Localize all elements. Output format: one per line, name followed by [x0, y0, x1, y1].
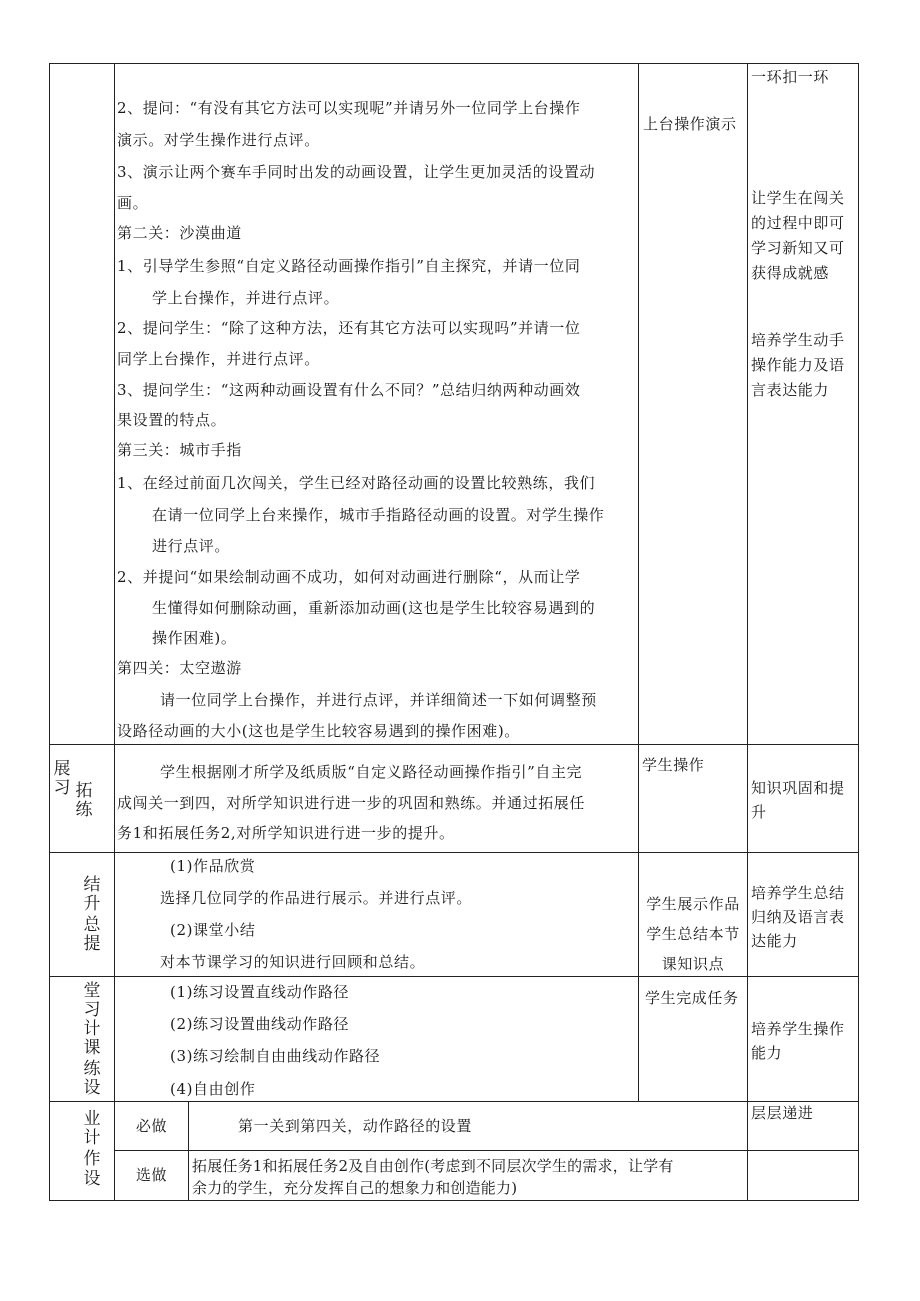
content-line: 操作困难)。	[152, 629, 237, 647]
row4-student-activity: 学生完成任务	[645, 989, 739, 1007]
content-line: 在请一位同学上台来操作，城市手指路径动画的设置。对学生操作	[152, 506, 605, 524]
intent-line: 培养学生操作	[751, 1020, 845, 1038]
content-line: (3)练习绘制自由曲线动作路径	[170, 1047, 381, 1065]
content-line: 务1和拓展任务2,对所学知识进行进一步的提升。	[117, 824, 455, 842]
row4-label-a: 堂习	[83, 981, 101, 1020]
content-line: 选择几位同学的作品进行展示。并进行点评。	[160, 889, 473, 907]
rule-r3	[49, 976, 859, 977]
intent-line: 操作能力及语	[751, 356, 845, 374]
content-line: (4)自由创作	[170, 1080, 256, 1098]
content-line: (2)课堂小结	[170, 921, 256, 939]
content-line: 2、提问：“有没有其它方法可以实现呢”并请另外一位同学上台操作	[117, 99, 581, 117]
content-line: 生懂得如何删除动画，重新添加动画(这也是学生比较容易遇到的	[152, 599, 596, 617]
content-line: 对本节课学习的知识进行回顾和总结。	[160, 953, 426, 971]
row5-label-c: 作	[83, 1149, 101, 1169]
rule-col2	[638, 63, 639, 1101]
row5-label-b: 计	[83, 1128, 101, 1148]
rule-r5	[114, 1150, 859, 1151]
content-line: 1、在经过前面几次闯关，学生已经对路径动画的设置比较熟练，我们	[117, 474, 596, 492]
rule-sub	[188, 1101, 189, 1201]
intent-line: 知识巩固和提	[751, 779, 845, 797]
rule-bottom	[49, 1200, 859, 1201]
student-line: 课知识点	[661, 955, 725, 973]
content-line: 果设置的特点。	[117, 411, 227, 429]
content-line: 3、提问学生：“这两种动画设置有什么不同？”总结归纳两种动画效	[117, 381, 581, 399]
intent-line: 获得成就感	[751, 264, 830, 282]
intent-line: 一环扣一环	[751, 68, 830, 86]
rule-r4	[49, 1101, 859, 1102]
required-label: 必做	[135, 1117, 168, 1135]
content-line: 学上台操作，并进行点评。	[152, 289, 340, 307]
row5-label-a: 业	[83, 1109, 101, 1129]
content-line: 3、演示让两个赛车手同时出发的动画设置，让学生更加灵活的设置动	[117, 163, 596, 181]
row2-label-b: 拓练	[75, 781, 93, 820]
row4-label-b: 计课	[83, 1019, 101, 1058]
content-line: 同学上台操作，并进行点评。	[117, 350, 320, 368]
row3-label-b: 总提	[83, 915, 101, 954]
content-line: 学生根据刚才所学及纸质版“自定义路径动画操作指引”自主完	[160, 763, 583, 781]
row5-label-d: 设	[83, 1169, 101, 1189]
intent-line: 培养学生动手	[751, 331, 845, 349]
optional-text-line: 余力的学生，充分发挥自己的想象力和创造能力)	[192, 1179, 518, 1197]
content-line: 设路径动画的大小(这也是学生比较容易遇到的操作困难)。	[117, 722, 520, 740]
intent-line: 让学生在闯关	[751, 189, 845, 207]
row1-student-activity: 上台操作演示	[643, 115, 737, 133]
intent-line: 归纳及语言表	[751, 908, 845, 926]
intent-line: 升	[751, 803, 767, 821]
stage-heading: 第三关：城市手指	[117, 441, 242, 459]
stage-heading: 第四关：太空遨游	[117, 659, 242, 677]
intent-line: 培养学生总结	[751, 884, 845, 902]
rule-left	[49, 63, 50, 1201]
content-line: (2)练习设置曲线动作路径	[170, 1015, 350, 1033]
student-line: 学生总结本节	[646, 925, 740, 943]
row5-intent: 层层递进	[751, 1104, 814, 1122]
content-line: 1、引导学生参照“自定义路径动画操作指引”自主探究，并请一位同	[117, 257, 581, 275]
content-line: 进行点评。	[152, 537, 231, 555]
rule-col3	[747, 63, 748, 1201]
content-line: 演示。对学生操作进行点评。	[117, 131, 320, 149]
intent-line: 学习新知又可	[751, 239, 845, 257]
content-line: (1)作品欣赏	[170, 857, 256, 875]
rule-r1	[49, 744, 859, 745]
intent-line: 的过程中即可	[751, 214, 845, 232]
intent-line: 言表达能力	[751, 381, 830, 399]
intent-line: 能力	[751, 1044, 783, 1062]
content-line: 成闯关一到四，对所学知识进行进一步的巩固和熟练。并通过拓展任	[117, 794, 586, 812]
content-line: 2、并提问“如果绘制动画不成功，如何对动画进行删除“，从而让学	[117, 568, 581, 586]
intent-line: 达能力	[751, 932, 798, 950]
rule-right	[858, 63, 859, 1201]
content-line: 2、提问学生：“除了这种方法，还有其它方法可以实现吗”并请一位	[117, 319, 581, 337]
optional-text-line: 拓展任务1和拓展任务2及自由创作(考虑到不同层次学生的需求，让学有	[192, 1157, 674, 1175]
rule-r2	[49, 852, 859, 853]
content-line: (1)练习设置直线动作路径	[170, 983, 350, 1001]
row4-label-c: 练设	[83, 1059, 101, 1098]
rule-top	[49, 63, 859, 64]
row3-label-a: 结升	[83, 875, 101, 914]
content-line: 画。	[117, 194, 149, 212]
content-line: 请一位同学上台操作，并进行点评，并详细简述一下如何调整预	[160, 691, 597, 709]
rule-col1	[114, 63, 115, 1201]
required-text: 第一关到第四关，动作路径的设置	[238, 1117, 473, 1135]
stage-heading: 第二关：沙漠曲道	[117, 224, 242, 242]
student-line: 学生展示作品	[646, 895, 740, 913]
row2-student-activity: 学生操作	[642, 756, 705, 774]
optional-label: 选做	[135, 1166, 168, 1184]
row2-label-a: 展习	[53, 759, 71, 798]
